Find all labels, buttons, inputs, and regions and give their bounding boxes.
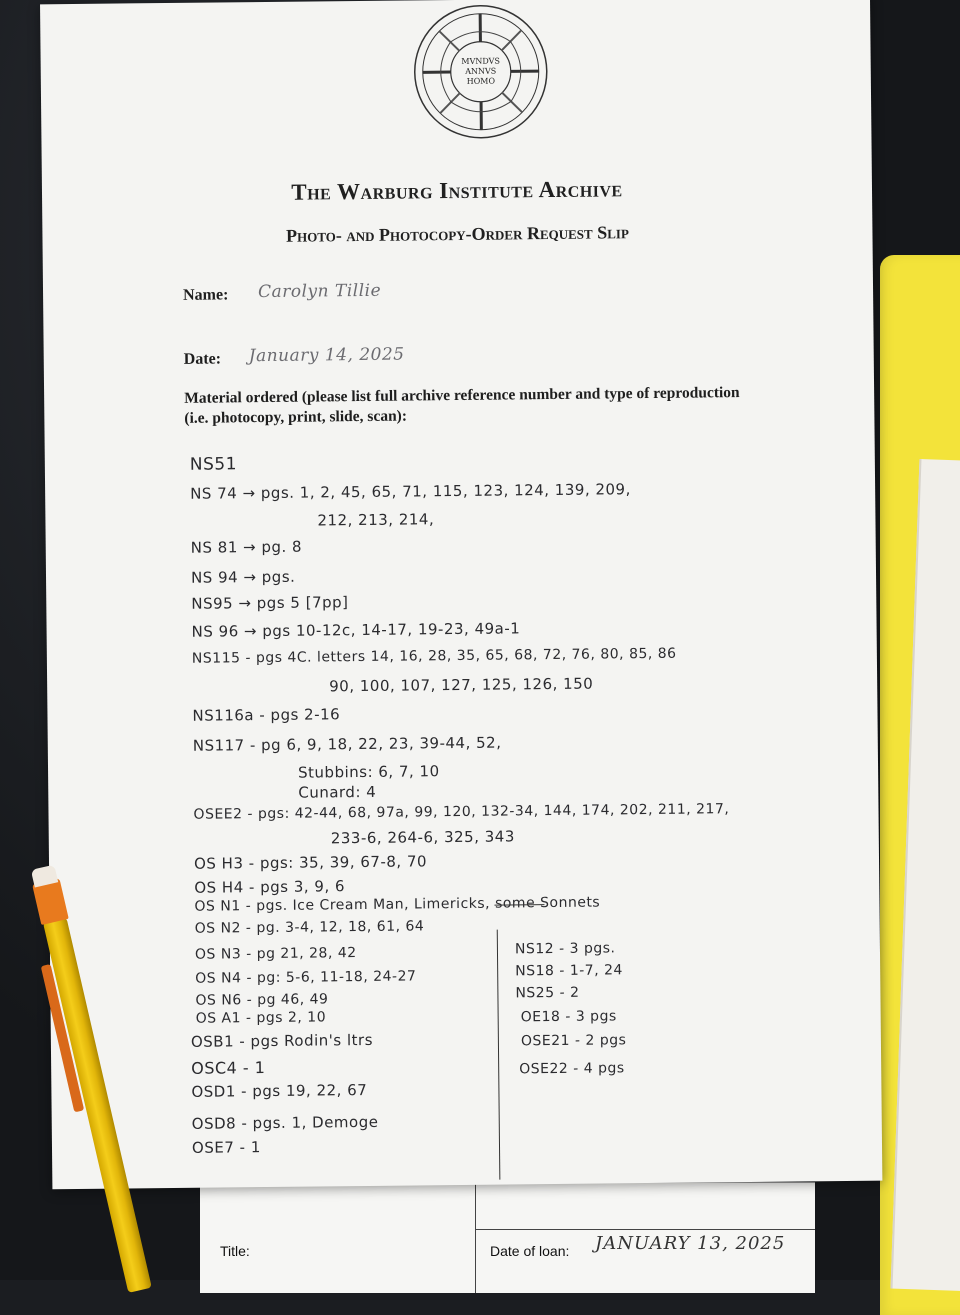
- date-label: Date:: [183, 350, 222, 368]
- seal-motto-2: ANNVS: [465, 66, 497, 76]
- entry-osb1: OSB1 - pgs Rodin's ltrs: [190, 1030, 374, 1051]
- material-instructions: (please list full archive reference number and type of reproduction (i.e. photocopy, print, slide, scan):: [184, 384, 740, 427]
- entry-osh3: OS H3 - pgs: 35, 39, 67-8, 70: [193, 852, 428, 873]
- entry-ns51: NS51: [189, 454, 238, 475]
- entry-osn1: OS N1 - pgs. Ice Cream Man, Limericks, some Sonnets: [194, 894, 601, 915]
- name-label: Name:: [182, 286, 229, 304]
- right-entry-oe18: OE18 - 3 pgs: [520, 1008, 617, 1026]
- name-value: Carolyn Tillie: [257, 280, 382, 303]
- entry-ns116a: NS116a - pgs 2-16: [192, 705, 341, 725]
- slip-title: Photo- and Photocopy-Order Request Slip: [285, 222, 629, 246]
- entry-ns96: NS 96 → pgs 10-12c, 14-17, 19-23, 49a-1: [191, 619, 521, 641]
- right-entry-ns25: NS25 - 2: [515, 984, 580, 1002]
- lower-form: [200, 1182, 815, 1293]
- entry-ns74-cont: 212, 213, 214,: [317, 510, 435, 530]
- right-entry-ose22: OSE22 - 4 pgs: [519, 1060, 625, 1078]
- entry-ns94: NS 94 → pgs.: [190, 567, 296, 587]
- entry-ns117: NS117 - pg 6, 9, 18, 22, 23, 39-44, 52,: [192, 733, 502, 755]
- column-divider: [497, 930, 501, 1180]
- entry-osee2: OSEE2 - pgs: 42-44, 68, 97a, 99, 120, 132-34, 144, 174, 202, 211, 217,: [193, 801, 730, 823]
- entry-osn3: OS N3 - pg 21, 28, 42: [194, 945, 357, 963]
- institution-title: The Warburg Institute Archive: [291, 176, 623, 205]
- seal-motto-3: HOMO: [466, 76, 496, 86]
- entry-osee2-cont: 233-6, 264-6, 325, 343: [330, 827, 515, 848]
- date-of-loan-value: JANUARY 13, 2025: [595, 1233, 786, 1254]
- entry-osc4: OSC4 - 1: [191, 1058, 266, 1078]
- entry-osn2: OS N2 - pg. 3-4, 12, 18, 61, 64: [194, 918, 425, 937]
- entry-stubbins: Stubbins: 6, 7, 10: [297, 762, 440, 782]
- seal-motto-1: MVNDVS: [461, 56, 500, 66]
- date-value: January 14, 2025: [248, 344, 405, 367]
- entry-osd1: OSD1 - pgs 19, 22, 67: [191, 1080, 368, 1101]
- entry-ns115-cont: 90, 100, 107, 127, 125, 126, 150: [329, 674, 594, 696]
- entry-osd8: OSD8 - pgs. 1, Demoge: [191, 1112, 379, 1133]
- right-entry-ns12: NS12 - 3 pgs.: [514, 940, 616, 958]
- order-request-slip: [40, 0, 882, 1189]
- entry-osn4: OS N4 - pg: 5-6, 11-18, 24-27: [195, 968, 417, 987]
- entry-osa1: OS A1 - pgs 2, 10: [195, 1009, 327, 1027]
- entry-ose7: OSE7 - 1: [191, 1138, 261, 1157]
- material-ordered-heading: [184, 383, 744, 429]
- entry-osn6: OS N6 - pg 46, 49: [195, 991, 329, 1009]
- entry-ns95: NS95 → pgs 5 [7pp]: [191, 593, 349, 613]
- entry-ns74: NS 74 → pgs. 1, 2, 45, 65, 71, 115, 123, 124, 139, 209,: [190, 480, 631, 503]
- entry-ns81: NS 81 → pg. 8: [190, 537, 303, 557]
- title-label: Title:: [220, 1243, 250, 1259]
- entry-osh4: OS H4 - pgs 3, 9, 6: [194, 877, 346, 897]
- right-entry-ose21: OSE21 - 2 pgs: [520, 1032, 627, 1050]
- right-entry-ns18: NS18 - 1-7, 24: [515, 962, 623, 980]
- material-label: Material ordered: [184, 388, 299, 407]
- date-of-loan-label: Date of loan:: [490, 1243, 570, 1259]
- entry-ns115: NS115 - pgs 4C. letters 14, 16, 28, 35, 65, 68, 72, 76, 80, 85, 86: [191, 645, 677, 667]
- warburg-seal-icon: [410, 1, 551, 142]
- entry-cunard: Cunard: 4: [298, 782, 377, 802]
